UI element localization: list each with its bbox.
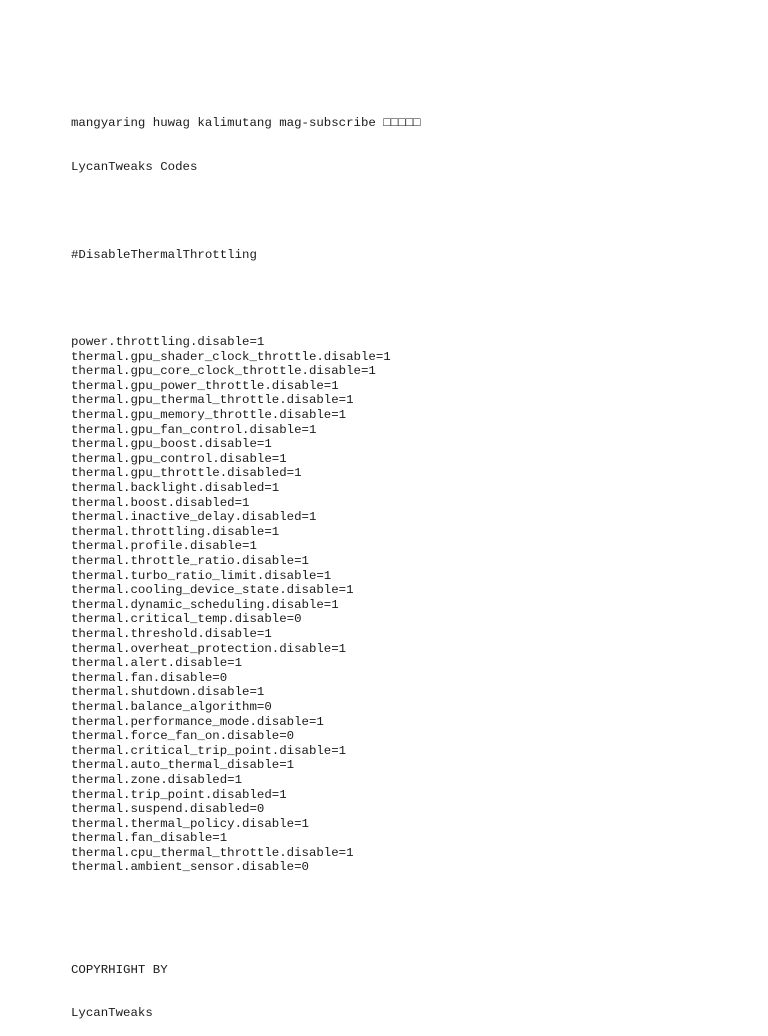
- code-line: thermal.gpu_power_throttle.disable=1: [71, 378, 339, 393]
- code-line: thermal.trip_point.disabled=1: [71, 787, 287, 802]
- code-line: thermal.gpu_control.disable=1: [71, 451, 287, 466]
- code-line: thermal.overheat_protection.disable=1: [71, 641, 347, 656]
- code-line: thermal.gpu_fan_control.disable=1: [71, 422, 317, 437]
- section-heading: #DisableThermalThrottling: [71, 247, 257, 262]
- code-line: thermal.gpu_memory_throttle.disable=1: [71, 408, 347, 423]
- code-line: thermal.gpu_core_clock_throttle.disable=1: [71, 364, 376, 379]
- copyright-owner: LycanTweaks: [71, 1006, 153, 1021]
- code-line: thermal.throttling.disable=1: [71, 524, 280, 539]
- code-line: thermal.fan_disable=1: [71, 831, 228, 846]
- code-line: power.throttling.disable=1: [71, 335, 265, 350]
- code-line: thermal.profile.disable=1: [71, 539, 257, 554]
- code-line: thermal.dynamic_scheduling.disable=1: [71, 597, 339, 612]
- code-line: thermal.performance_mode.disable=1: [71, 714, 324, 729]
- code-line: thermal.balance_algorithm=0: [71, 699, 272, 714]
- subscribe-reminder-text: mangyaring huwag kalimutang mag-subscribe: [71, 116, 384, 131]
- code-line: thermal.boost.disabled=1: [71, 495, 250, 510]
- code-line: thermal.suspend.disabled=0: [71, 802, 265, 817]
- code-line: thermal.critical_temp.disable=0: [71, 612, 302, 627]
- subscribe-reminder: [71, 116, 748, 131]
- code-line: thermal.turbo_ratio_limit.disable=1: [71, 568, 332, 583]
- spacer: [71, 291, 748, 306]
- code-line: thermal.auto_thermal_disable=1: [71, 758, 295, 773]
- document-title: LycanTweaks Codes: [71, 159, 198, 174]
- spacer: [71, 904, 748, 933]
- code-line: thermal.alert.disable=1: [71, 656, 243, 671]
- code-list: [71, 335, 748, 875]
- code-line: thermal.gpu_thermal_throttle.disable=1: [71, 393, 354, 408]
- missing-glyph-boxes: □□□□□: [383, 116, 421, 131]
- code-line: thermal.backlight.disabled=1: [71, 481, 280, 496]
- document-page: [71, 87, 748, 1036]
- copyright-label: COPYRHIGHT BY: [71, 962, 168, 977]
- code-line: thermal.thermal_policy.disable=1: [71, 816, 309, 831]
- spacer: [71, 204, 748, 219]
- code-line: thermal.critical_trip_point.disable=1: [71, 743, 347, 758]
- code-line: thermal.zone.disabled=1: [71, 772, 243, 787]
- code-line: thermal.threshold.disable=1: [71, 626, 272, 641]
- code-line: thermal.ambient_sensor.disable=0: [71, 860, 309, 875]
- code-line: thermal.shutdown.disable=1: [71, 685, 265, 700]
- code-line: thermal.fan.disable=0: [71, 670, 228, 685]
- code-line: thermal.gpu_throttle.disabled=1: [71, 466, 302, 481]
- code-line: thermal.gpu_shader_clock_throttle.disable=1: [71, 349, 391, 364]
- code-line: thermal.cooling_device_state.disable=1: [71, 583, 354, 598]
- code-line: thermal.cpu_thermal_throttle.disable=1: [71, 845, 354, 860]
- code-line: thermal.gpu_boost.disable=1: [71, 437, 272, 452]
- code-line: thermal.inactive_delay.disabled=1: [71, 510, 317, 525]
- code-line: thermal.throttle_ratio.disable=1: [71, 554, 309, 568]
- code-line: thermal.force_fan_on.disable=0: [71, 729, 295, 744]
